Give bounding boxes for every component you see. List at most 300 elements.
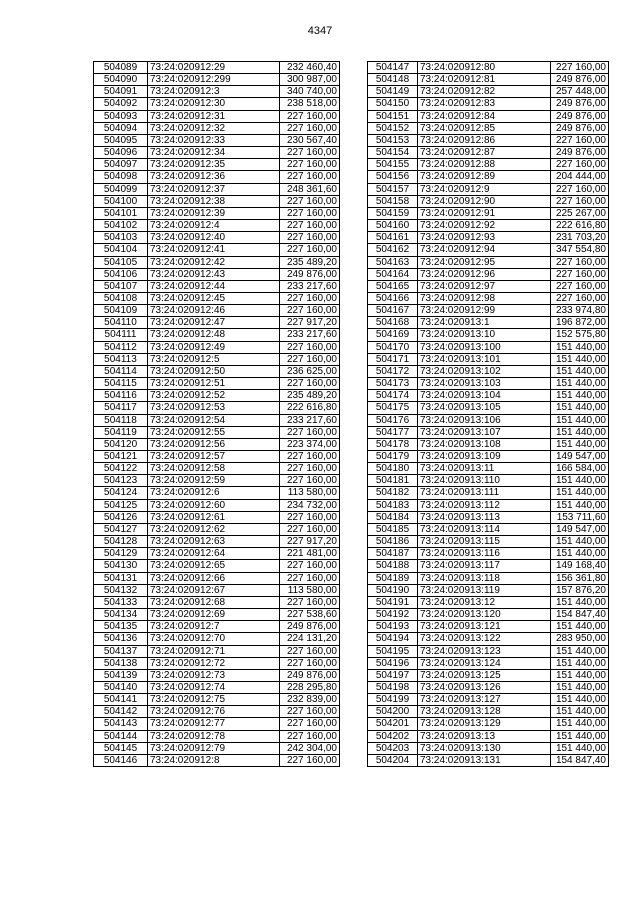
record-number-cell: 504107: [94, 280, 148, 292]
table-row: [94, 645, 340, 657]
table-row: [368, 438, 609, 450]
value-cell: 227 160,00: [280, 122, 340, 134]
cadastral-number-cell: 73:24:020912:40: [148, 232, 280, 244]
record-number-cell: 504167: [368, 305, 418, 317]
value-cell: 151 440,00: [551, 645, 609, 657]
table-row: [368, 645, 609, 657]
cadastral-number-cell: 73:24:020912:97: [418, 280, 551, 292]
table-row: [368, 74, 609, 86]
table-row: [94, 171, 340, 183]
table-row: [94, 621, 340, 633]
table-row: [94, 244, 340, 256]
record-number-cell: 504161: [368, 232, 418, 244]
cadastral-number-cell: 73:24:020912:57: [148, 451, 280, 463]
cadastral-number-cell: 73:24:020912:82: [418, 86, 551, 98]
table-row: [368, 463, 609, 475]
cadastral-number-cell: 73:24:020912:81: [418, 74, 551, 86]
record-number-cell: 504140: [94, 681, 148, 693]
value-cell: 151 440,00: [551, 390, 609, 402]
value-cell: 249 876,00: [551, 110, 609, 122]
record-number-cell: 504147: [368, 62, 418, 74]
cadastral-number-cell: 73:24:020913:122: [418, 633, 551, 645]
record-number-cell: 504123: [94, 475, 148, 487]
table-row: [368, 280, 609, 292]
table-row: [94, 754, 340, 766]
table-row: [94, 268, 340, 280]
value-cell: 151 440,00: [551, 621, 609, 633]
record-number-cell: 504185: [368, 523, 418, 535]
table-row: [94, 742, 340, 754]
record-number-cell: 504173: [368, 378, 418, 390]
value-cell: 227 160,00: [551, 280, 609, 292]
table-row: [94, 256, 340, 268]
table-row: [94, 560, 340, 572]
record-number-cell: 504199: [368, 694, 418, 706]
value-cell: 227 160,00: [551, 256, 609, 268]
table-row: [94, 232, 340, 244]
table-row: [94, 499, 340, 511]
table-row: [368, 548, 609, 560]
value-cell: 151 440,00: [551, 718, 609, 730]
cadastral-number-cell: 73:24:020912:41: [148, 244, 280, 256]
table-row: [368, 195, 609, 207]
register-table-left: [93, 61, 340, 767]
table-row: [368, 730, 609, 742]
value-cell: 249 876,00: [551, 122, 609, 134]
value-cell: 204 444,00: [551, 171, 609, 183]
cadastral-number-cell: 73:24:020913:101: [418, 353, 551, 365]
value-cell: 227 160,00: [280, 353, 340, 365]
value-cell: 151 440,00: [551, 730, 609, 742]
table-row: [368, 365, 609, 377]
cadastral-number-cell: 73:24:020912:35: [148, 159, 280, 171]
value-cell: 151 440,00: [551, 378, 609, 390]
record-number-cell: 504110: [94, 317, 148, 329]
table-row: [94, 74, 340, 86]
value-cell: 227 160,00: [280, 232, 340, 244]
table-row: [94, 438, 340, 450]
cadastral-number-cell: 73:24:020912:63: [148, 536, 280, 548]
cadastral-number-cell: 73:24:020912:52: [148, 390, 280, 402]
cadastral-number-cell: 73:24:020913:120: [418, 609, 551, 621]
table-row: [94, 98, 340, 110]
record-number-cell: 504093: [94, 110, 148, 122]
table-row: [368, 122, 609, 134]
cadastral-number-cell: 73:24:020913:100: [418, 341, 551, 353]
table-row: [368, 256, 609, 268]
cadastral-number-cell: 73:24:020913:102: [418, 365, 551, 377]
record-number-cell: 504103: [94, 232, 148, 244]
record-number-cell: 504136: [94, 633, 148, 645]
cadastral-number-cell: 73:24:020912:31: [148, 110, 280, 122]
record-number-cell: 504141: [94, 694, 148, 706]
value-cell: 221 481,00: [280, 548, 340, 560]
record-number-cell: 504100: [94, 195, 148, 207]
record-number-cell: 504102: [94, 220, 148, 232]
cadastral-number-cell: 73:24:020913:111: [418, 487, 551, 499]
cadastral-number-cell: 73:24:020913:109: [418, 451, 551, 463]
cadastral-number-cell: 73:24:020912:75: [148, 694, 280, 706]
table-row: [368, 596, 609, 608]
table-row: [94, 147, 340, 159]
record-number-cell: 504139: [94, 669, 148, 681]
value-cell: 149 547,00: [551, 523, 609, 535]
value-cell: 231 703,20: [551, 232, 609, 244]
cadastral-number-cell: 73:24:020913:11: [418, 463, 551, 475]
record-number-cell: 504186: [368, 536, 418, 548]
table-row: [94, 220, 340, 232]
record-number-cell: 504158: [368, 195, 418, 207]
table-row: [94, 353, 340, 365]
table-row: [368, 487, 609, 499]
table-row: [94, 475, 340, 487]
cadastral-number-cell: 73:24:020913:110: [418, 475, 551, 487]
table-row: [368, 451, 609, 463]
cadastral-number-cell: 73:24:020912:87: [418, 147, 551, 159]
value-cell: 227 160,00: [551, 183, 609, 195]
table-row: [94, 633, 340, 645]
record-number-cell: 504154: [368, 147, 418, 159]
record-number-cell: 504132: [94, 584, 148, 596]
value-cell: 157 876,20: [551, 584, 609, 596]
record-number-cell: 504089: [94, 62, 148, 74]
cadastral-number-cell: 73:24:020912:64: [148, 548, 280, 560]
cadastral-number-cell: 73:24:020913:117: [418, 560, 551, 572]
cadastral-number-cell: 73:24:020912:32: [148, 122, 280, 134]
record-number-cell: 504184: [368, 511, 418, 523]
cadastral-number-cell: 73:24:020912:83: [418, 98, 551, 110]
record-number-cell: 504138: [94, 657, 148, 669]
cadastral-number-cell: 73:24:020912:77: [148, 718, 280, 730]
value-cell: 283 950,00: [551, 633, 609, 645]
record-number-cell: 504127: [94, 523, 148, 535]
value-cell: 227 160,00: [551, 292, 609, 304]
record-number-cell: 504131: [94, 572, 148, 584]
table-row: [368, 268, 609, 280]
value-cell: 227 160,00: [280, 657, 340, 669]
record-number-cell: 504196: [368, 657, 418, 669]
table-row: [368, 86, 609, 98]
record-number-cell: 504156: [368, 171, 418, 183]
table-row: [368, 305, 609, 317]
table-row: [368, 244, 609, 256]
value-cell: 227 160,00: [551, 195, 609, 207]
cadastral-number-cell: 73:24:020912:49: [148, 341, 280, 353]
value-cell: 196 872,00: [551, 317, 609, 329]
table-row: [368, 718, 609, 730]
cadastral-number-cell: 73:24:020913:115: [418, 536, 551, 548]
record-number-cell: 504134: [94, 609, 148, 621]
record-number-cell: 504109: [94, 305, 148, 317]
table-row: [94, 305, 340, 317]
table-row: [94, 341, 340, 353]
table-row: [368, 742, 609, 754]
cadastral-number-cell: 73:24:020913:13: [418, 730, 551, 742]
value-cell: 227 160,00: [280, 730, 340, 742]
record-number-cell: 504157: [368, 183, 418, 195]
value-cell: 233 217,60: [280, 414, 340, 426]
page-number: 4347: [307, 25, 333, 37]
table-row: [94, 596, 340, 608]
cadastral-number-cell: 73:24:020912:90: [418, 195, 551, 207]
table-row: [94, 329, 340, 341]
value-cell: 236 625,00: [280, 365, 340, 377]
cadastral-number-cell: 73:24:020912:299: [148, 74, 280, 86]
record-number-cell: 504195: [368, 645, 418, 657]
table-row: [368, 390, 609, 402]
table-row: [94, 86, 340, 98]
table-row: [94, 62, 340, 74]
value-cell: 113 580,00: [280, 487, 340, 499]
table-row: [368, 536, 609, 548]
record-number-cell: 504179: [368, 451, 418, 463]
cadastral-number-cell: 73:24:020913:125: [418, 669, 551, 681]
value-cell: 151 440,00: [551, 548, 609, 560]
value-cell: 234 732,00: [280, 499, 340, 511]
value-cell: 227 160,00: [280, 244, 340, 256]
value-cell: 249 876,00: [551, 74, 609, 86]
table-row: [94, 402, 340, 414]
cadastral-number-cell: 73:24:020912:78: [148, 730, 280, 742]
table-row: [94, 280, 340, 292]
value-cell: 249 876,00: [280, 621, 340, 633]
value-cell: 249 876,00: [551, 98, 609, 110]
value-cell: 347 554,80: [551, 244, 609, 256]
table-row: [94, 536, 340, 548]
table-row: [368, 609, 609, 621]
record-number-cell: 504170: [368, 341, 418, 353]
cadastral-number-cell: 73:24:020912:46: [148, 305, 280, 317]
value-cell: 227 160,00: [280, 572, 340, 584]
table-row: [94, 609, 340, 621]
cadastral-number-cell: 73:24:020912:43: [148, 268, 280, 280]
record-number-cell: 504198: [368, 681, 418, 693]
value-cell: 151 440,00: [551, 438, 609, 450]
value-cell: 235 489,20: [280, 256, 340, 268]
value-cell: 340 740,00: [280, 86, 340, 98]
cadastral-number-cell: 73:24:020912:37: [148, 183, 280, 195]
value-cell: 227 160,00: [551, 159, 609, 171]
record-number-cell: 504169: [368, 329, 418, 341]
value-cell: 230 567,40: [280, 134, 340, 146]
record-number-cell: 504129: [94, 548, 148, 560]
record-number-cell: 504191: [368, 596, 418, 608]
record-number-cell: 504095: [94, 134, 148, 146]
record-number-cell: 504153: [368, 134, 418, 146]
cadastral-number-cell: 73:24:020912:89: [418, 171, 551, 183]
value-cell: 227 160,00: [551, 134, 609, 146]
value-cell: 149 168,40: [551, 560, 609, 572]
cadastral-number-cell: 73:24:020913:118: [418, 572, 551, 584]
table-row: [368, 134, 609, 146]
record-number-cell: 504183: [368, 499, 418, 511]
value-cell: 151 440,00: [551, 365, 609, 377]
table-row: [368, 754, 609, 766]
table-row: [368, 621, 609, 633]
record-number-cell: 504202: [368, 730, 418, 742]
value-cell: 249 876,00: [280, 268, 340, 280]
record-number-cell: 504176: [368, 414, 418, 426]
value-cell: 227 160,00: [280, 426, 340, 438]
cadastral-number-cell: 73:24:020913:129: [418, 718, 551, 730]
record-number-cell: 504106: [94, 268, 148, 280]
record-number-cell: 504105: [94, 256, 148, 268]
value-cell: 228 295,80: [280, 681, 340, 693]
record-number-cell: 504180: [368, 463, 418, 475]
cadastral-number-cell: 73:24:020913:113: [418, 511, 551, 523]
table-row: [94, 657, 340, 669]
record-number-cell: 504116: [94, 390, 148, 402]
table-row: [368, 414, 609, 426]
record-number-cell: 504171: [368, 353, 418, 365]
cadastral-number-cell: 73:24:020912:48: [148, 329, 280, 341]
cadastral-number-cell: 73:24:020912:42: [148, 256, 280, 268]
table-row: [368, 572, 609, 584]
value-cell: 249 876,00: [280, 669, 340, 681]
value-cell: 233 217,60: [280, 280, 340, 292]
record-number-cell: 504092: [94, 98, 148, 110]
table-row: [368, 159, 609, 171]
value-cell: 222 616,80: [551, 220, 609, 232]
value-cell: 151 440,00: [551, 475, 609, 487]
record-number-cell: 504146: [94, 754, 148, 766]
cadastral-number-cell: 73:24:020913:105: [418, 402, 551, 414]
value-cell: 151 440,00: [551, 341, 609, 353]
cadastral-number-cell: 73:24:020913:1: [418, 317, 551, 329]
cadastral-number-cell: 73:24:020913:116: [418, 548, 551, 560]
record-number-cell: 504175: [368, 402, 418, 414]
table-row: [368, 402, 609, 414]
cadastral-number-cell: 73:24:020912:91: [418, 207, 551, 219]
record-number-cell: 504194: [368, 633, 418, 645]
cadastral-number-cell: 73:24:020912:59: [148, 475, 280, 487]
record-number-cell: 504152: [368, 122, 418, 134]
table-row: [94, 207, 340, 219]
record-number-cell: 504133: [94, 596, 148, 608]
value-cell: 257 448,00: [551, 86, 609, 98]
cadastral-number-cell: 73:24:020912:8: [148, 754, 280, 766]
table-row: [368, 706, 609, 718]
table-row: [94, 110, 340, 122]
cadastral-number-cell: 73:24:020912:96: [418, 268, 551, 280]
cadastral-number-cell: 73:24:020913:126: [418, 681, 551, 693]
cadastral-number-cell: 73:24:020912:58: [148, 463, 280, 475]
table-row: [94, 463, 340, 475]
value-cell: 151 440,00: [551, 414, 609, 426]
record-number-cell: 504166: [368, 292, 418, 304]
table-row: [94, 584, 340, 596]
record-number-cell: 504155: [368, 159, 418, 171]
value-cell: 227 160,00: [280, 292, 340, 304]
record-number-cell: 504188: [368, 560, 418, 572]
cadastral-number-cell: 73:24:020912:38: [148, 195, 280, 207]
cadastral-number-cell: 73:24:020912:62: [148, 523, 280, 535]
value-cell: 238 518,00: [280, 98, 340, 110]
value-cell: 151 440,00: [551, 681, 609, 693]
cadastral-number-cell: 73:24:020912:50: [148, 365, 280, 377]
record-number-cell: 504104: [94, 244, 148, 256]
cadastral-number-cell: 73:24:020913:124: [418, 657, 551, 669]
cadastral-number-cell: 73:24:020912:72: [148, 657, 280, 669]
cadastral-number-cell: 73:24:020912:70: [148, 633, 280, 645]
cadastral-number-cell: 73:24:020913:121: [418, 621, 551, 633]
record-number-cell: 504096: [94, 147, 148, 159]
cadastral-number-cell: 73:24:020912:94: [418, 244, 551, 256]
value-cell: 224 131,20: [280, 633, 340, 645]
value-cell: 233 217,60: [280, 329, 340, 341]
record-number-cell: 504112: [94, 341, 148, 353]
cadastral-number-cell: 73:24:020912:47: [148, 317, 280, 329]
value-cell: 113 580,00: [280, 584, 340, 596]
record-number-cell: 504091: [94, 86, 148, 98]
table-row: [368, 523, 609, 535]
cadastral-number-cell: 73:24:020912:65: [148, 560, 280, 572]
cadastral-number-cell: 73:24:020912:92: [418, 220, 551, 232]
cadastral-number-cell: 73:24:020912:44: [148, 280, 280, 292]
record-number-cell: 504178: [368, 438, 418, 450]
record-number-cell: 504174: [368, 390, 418, 402]
record-number-cell: 504090: [94, 74, 148, 86]
table-row: [368, 171, 609, 183]
table-row: [368, 207, 609, 219]
register-table-right: [367, 61, 609, 767]
record-number-cell: 504143: [94, 718, 148, 730]
table-row: [94, 487, 340, 499]
table-row: [368, 98, 609, 110]
cadastral-number-cell: 73:24:020912:76: [148, 706, 280, 718]
cadastral-number-cell: 73:24:020912:95: [418, 256, 551, 268]
cadastral-number-cell: 73:24:020912:55: [148, 426, 280, 438]
record-number-cell: 504111: [94, 329, 148, 341]
cadastral-number-cell: 73:24:020912:73: [148, 669, 280, 681]
value-cell: 249 876,00: [551, 147, 609, 159]
table-row: [368, 353, 609, 365]
cadastral-number-cell: 73:24:020912:36: [148, 171, 280, 183]
cadastral-number-cell: 73:24:020912:60: [148, 499, 280, 511]
value-cell: 227 538,60: [280, 609, 340, 621]
record-number-cell: 504126: [94, 511, 148, 523]
table-row: [94, 378, 340, 390]
table-row: [94, 365, 340, 377]
cadastral-number-cell: 73:24:020912:84: [418, 110, 551, 122]
value-cell: 149 547,00: [551, 451, 609, 463]
record-number-cell: 504119: [94, 426, 148, 438]
value-cell: 151 440,00: [551, 694, 609, 706]
table-row: [368, 183, 609, 195]
record-number-cell: 504099: [94, 183, 148, 195]
cadastral-number-cell: 73:24:020912:39: [148, 207, 280, 219]
record-number-cell: 504144: [94, 730, 148, 742]
cadastral-number-cell: 73:24:020913:104: [418, 390, 551, 402]
record-number-cell: 504128: [94, 536, 148, 548]
record-number-cell: 504121: [94, 451, 148, 463]
value-cell: 232 460,40: [280, 62, 340, 74]
cadastral-number-cell: 73:24:020913:108: [418, 438, 551, 450]
value-cell: 156 361,80: [551, 572, 609, 584]
value-cell: 227 917,20: [280, 536, 340, 548]
value-cell: 227 160,00: [280, 706, 340, 718]
value-cell: 151 440,00: [551, 353, 609, 365]
table-row: [368, 147, 609, 159]
record-number-cell: 504201: [368, 718, 418, 730]
record-number-cell: 504200: [368, 706, 418, 718]
record-number-cell: 504149: [368, 86, 418, 98]
record-number-cell: 504165: [368, 280, 418, 292]
table-row: [94, 414, 340, 426]
value-cell: 227 160,00: [280, 207, 340, 219]
value-cell: 227 160,00: [280, 147, 340, 159]
record-number-cell: 504193: [368, 621, 418, 633]
